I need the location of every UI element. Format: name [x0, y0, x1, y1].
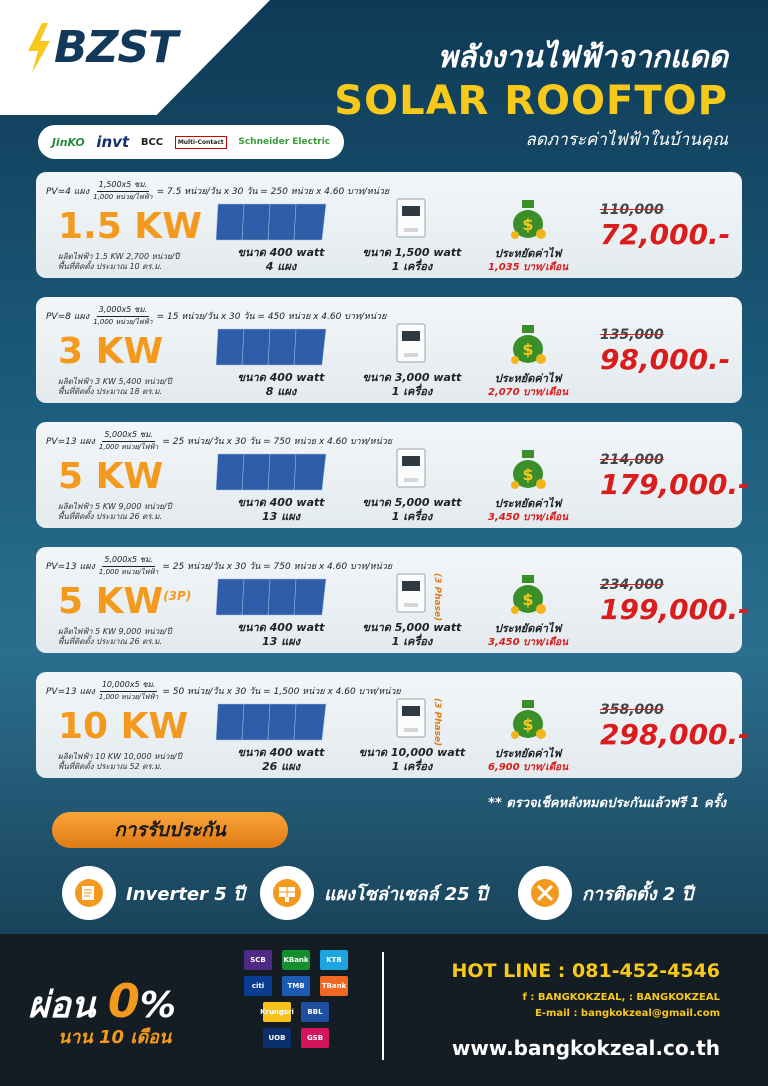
panel-size: ขนาด 400 watt — [237, 496, 325, 509]
savings-label: ประหยัดค่าไฟ — [494, 622, 562, 635]
phase-label: (3 Phase) — [432, 573, 442, 622]
package-card[interactable] — [36, 172, 742, 278]
bank-logo: SCB — [244, 950, 272, 970]
brand-partners-bar — [38, 125, 344, 159]
panel-size: ขนาด 400 watt — [237, 371, 325, 384]
money-bag-icon — [508, 569, 548, 615]
package-card[interactable] — [36, 297, 742, 403]
inverter-spec — [352, 246, 472, 274]
phase-label: (3 Phase) — [432, 698, 442, 747]
old-price: 110,000 — [600, 202, 664, 218]
hotline-number[interactable]: HOT LINE : 081-452-4546 — [451, 960, 720, 982]
brand-jinko: JinKO — [51, 135, 85, 149]
installment-duration: นาน 10 เดือน — [58, 1027, 172, 1048]
tools-icon — [518, 866, 572, 920]
pv-count: PV=13 แผง — [46, 436, 95, 447]
inverter-spec — [352, 746, 472, 774]
panel-size: ขนาด 400 watt — [237, 246, 325, 259]
package-kw — [58, 331, 163, 372]
pv-count: PV=13 แผง — [46, 686, 95, 697]
savings-amount: 2,070 บาท/เดือน — [487, 387, 569, 398]
bank-logo: TMB — [282, 976, 310, 996]
inverter-size: ขนาด 5,000 watt — [362, 621, 462, 634]
pv-count: PV=13 แผง — [46, 561, 95, 572]
inverter-size: ขนาด 5,000 watt — [362, 496, 462, 509]
money-bag-icon — [508, 194, 548, 240]
panel-spec — [226, 746, 336, 774]
package-kw — [58, 706, 188, 747]
inverter-spec — [352, 371, 472, 399]
panel-size: ขนาด 400 watt — [237, 621, 325, 634]
savings-amount: 1,035 บาท/เดือน — [487, 262, 569, 273]
brand-logo[interactable] — [26, 22, 177, 73]
inverter-count: 1 เครื่อง — [391, 260, 433, 273]
warranty-note: ** ตรวจเช็คหลังหมดประกันแล้วฟรี 1 ครั้ง — [488, 796, 726, 811]
svg-text:$: $ — [522, 715, 534, 734]
old-price: 135,000 — [600, 327, 664, 343]
sale-price: 199,000.- — [600, 593, 750, 626]
savings-label: ประหยัดค่าไฟ — [494, 497, 562, 510]
solar-panel-icon — [216, 450, 328, 494]
package-kw — [58, 206, 202, 247]
pv-count: PV=4 แผง — [46, 186, 90, 197]
hero-title-thai: พลังงานไฟฟ้าจากแดด — [437, 40, 728, 75]
inverter-spec — [352, 621, 472, 649]
warranty-title: การรับประกัน — [52, 812, 288, 848]
solar-panel-icon — [216, 200, 328, 244]
savings-label: ประหยัดค่าไฟ — [494, 247, 562, 260]
savings-amount: 3,450 บาท/เดือน — [487, 512, 569, 523]
brand-multi-contact: Multi-Contact — [175, 136, 227, 149]
sale-price: 298,000.- — [600, 718, 750, 751]
panel-size: ขนาด 400 watt — [237, 746, 325, 759]
bank-logo: BBL — [301, 1002, 329, 1022]
area-text: พื้นที่ติดตั้ง ประมาณ 26 ตร.ม. — [58, 637, 163, 646]
kw-value: 10 KW — [58, 706, 189, 747]
package-card[interactable] — [36, 422, 750, 528]
kw-value: 3 KW — [58, 331, 164, 372]
panel-spec — [226, 246, 336, 274]
brand-invt: invt — [96, 133, 130, 151]
production-text: ผลิตไฟฟ้า 1.5 KW 2,700 หน่วย/ปี — [58, 252, 180, 261]
savings-amount: 3,450 บาท/เดือน — [487, 637, 569, 648]
package-card[interactable] — [36, 672, 750, 778]
installment-percent: % — [139, 985, 176, 1026]
package-description — [58, 752, 182, 772]
panel-count: 26 แผง — [261, 760, 301, 773]
facebook-icon: f — [522, 992, 527, 1003]
fraction-denominator: 1,000 หน่วย/ไฟฟ้า — [98, 568, 159, 576]
solar-panel-icon — [260, 866, 314, 920]
kw-value: 5 KW — [58, 456, 164, 497]
fraction-denominator: 1,000 หน่วย/ไฟฟ้า — [98, 443, 159, 451]
inverter-size: ขนาด 1,500 watt — [362, 246, 462, 259]
savings-amount: 6,900 บาท/เดือน — [487, 762, 569, 773]
hero-title-english: SOLAR ROOFTOP — [334, 78, 728, 124]
svg-text:$: $ — [522, 215, 534, 234]
social-text: : BANGKOKZEAL, : BANGKOKZEAL — [530, 992, 720, 1003]
svg-text:$: $ — [522, 465, 534, 484]
package-kw — [58, 581, 191, 622]
solar-panel-icon — [216, 575, 328, 619]
inverter-spec — [352, 496, 472, 524]
panel-spec — [226, 621, 336, 649]
inverter-icon — [396, 323, 426, 363]
production-text: ผลิตไฟฟ้า 10 KW 10,000 หน่วย/ปี — [58, 752, 182, 761]
inverter-count: 1 เครื่อง — [391, 510, 433, 523]
inverter-count: 1 เครื่อง — [391, 385, 433, 398]
package-description — [58, 252, 179, 272]
email-link[interactable]: E-mail : bangkokzeal@gmail.com — [534, 1008, 720, 1019]
package-description — [58, 502, 172, 522]
document-icon — [62, 866, 116, 920]
inverter-icon — [396, 198, 426, 238]
website-link[interactable]: www.bangkokzeal.co.th — [451, 1036, 720, 1060]
svg-text:$: $ — [522, 590, 534, 609]
fraction-numerator: 5,000x5 ชม. — [102, 428, 155, 442]
logo-text: BZST — [54, 22, 178, 73]
money-bag-icon — [508, 319, 548, 365]
inverter-size: ขนาด 10,000 watt — [358, 746, 466, 759]
inverter-count: 1 เครื่อง — [391, 635, 433, 648]
old-price: 214,000 — [600, 452, 664, 468]
kw-value: 1.5 KW — [58, 206, 202, 247]
formula-fraction — [93, 178, 152, 203]
solar-panel-icon — [216, 700, 328, 744]
installment-zero: 0 — [107, 974, 140, 1028]
bank-logo: KBank — [282, 950, 310, 970]
hero-subtitle: ลดภาระค่าไฟฟ้าในบ้านคุณ — [525, 130, 728, 150]
savings-label: ประหยัดค่าไฟ — [494, 747, 562, 760]
area-text: พื้นที่ติดตั้ง ประมาณ 52 ตร.ม. — [58, 762, 163, 771]
money-bag-icon — [508, 444, 548, 490]
formula-fraction — [99, 428, 158, 453]
panel-count: 13 แผง — [261, 635, 301, 648]
formula-text: = 50 หน่วย/วัน x 30 วัน = 1,500 หน่วย x 4.60 บาท/หน่วย — [162, 686, 401, 697]
formula-text: = 25 หน่วย/วัน x 30 วัน = 750 หน่วย x 4.60 บาท/หน่วย — [162, 561, 393, 572]
bank-logo: KTB — [320, 950, 348, 970]
panel-count: 8 แผง — [265, 385, 297, 398]
warranty-item-text: การติดตั้ง 2 ปี — [582, 883, 694, 905]
fraction-denominator: 1,000 หน่วย/ไฟฟ้า — [93, 318, 153, 326]
production-text: ผลิตไฟฟ้า 5 KW 9,000 หน่วย/ปี — [58, 502, 172, 511]
package-description — [58, 377, 172, 397]
sale-price: 98,000.- — [600, 343, 731, 376]
warranty-item-solar-panel — [260, 866, 487, 920]
panel-count: 13 แผง — [261, 510, 301, 523]
fraction-numerator: 5,000x5 ชม. — [102, 553, 155, 567]
panel-spec — [226, 496, 336, 524]
footer — [0, 934, 768, 1086]
fraction-denominator: 1,000 หน่วย/ไฟฟ้า — [93, 193, 153, 201]
inverter-icon — [396, 698, 426, 738]
sale-price: 179,000.- — [600, 468, 750, 501]
bank-logo: UOB — [263, 1028, 291, 1048]
formula-fraction — [99, 678, 158, 703]
money-bag-icon — [508, 694, 548, 740]
old-price: 234,000 — [600, 577, 664, 593]
area-text: พื้นที่ติดตั้ง ประมาณ 18 ตร.ม. — [58, 387, 163, 396]
brand-bcc: BCC — [140, 136, 164, 148]
formula-text: = 7.5 หน่วย/วัน x 30 วัน = 250 หน่วย x 4.60 บาท/หน่วย — [156, 186, 390, 197]
fraction-denominator: 1,000 หน่วย/ไฟฟ้า — [98, 693, 159, 701]
inverter-count: 1 เครื่อง — [391, 760, 433, 773]
warranty-item-text: แผงโซล่าเซลล์ 25 ปี — [324, 883, 488, 905]
fraction-numerator: 3,000x5 ชม. — [97, 303, 150, 317]
brand-schneider: Schneider Electric — [238, 136, 331, 147]
warranty-item-text: Inverter 5 ปี — [126, 883, 245, 905]
formula-fraction — [99, 553, 158, 578]
inverter-size: ขนาด 3,000 watt — [362, 371, 462, 384]
production-text: ผลิตไฟฟ้า 5 KW 9,000 หน่วย/ปี — [58, 627, 172, 636]
package-kw — [58, 456, 163, 497]
bank-logo: Krungsri — [263, 1002, 291, 1022]
pv-count: PV=8 แผง — [46, 311, 90, 322]
formula-text: = 25 หน่วย/วัน x 30 วัน = 750 หน่วย x 4.60 บาท/หน่วย — [162, 436, 393, 447]
old-price: 358,000 — [600, 702, 664, 718]
area-text: พื้นที่ติดตั้ง ประมาณ 10 ตร.ม. — [58, 262, 163, 271]
warranty-item-installation — [518, 866, 693, 920]
warranty-item-inverter — [62, 866, 245, 920]
installment-prefix: ผ่อน — [28, 985, 96, 1026]
inverter-icon — [396, 448, 426, 488]
production-text: ผลิตไฟฟ้า 3 KW 5,400 หน่วย/ปี — [58, 377, 172, 386]
social-accounts[interactable] — [523, 992, 720, 1003]
formula-text: = 15 หน่วย/วัน x 30 วัน = 450 หน่วย x 4.60 บาท/หน่วย — [156, 311, 387, 322]
savings-label: ประหยัดค่าไฟ — [494, 372, 562, 385]
solar-panel-icon — [216, 325, 328, 369]
panel-spec — [226, 371, 336, 399]
package-card[interactable] — [36, 547, 750, 653]
kw-value: 5 KW — [58, 581, 164, 622]
lightning-bolt-icon — [26, 23, 52, 73]
fraction-numerator: 10,000x5 ชม. — [100, 678, 158, 692]
inverter-icon — [396, 573, 426, 613]
area-text: พื้นที่ติดตั้ง ประมาณ 26 ตร.ม. — [58, 512, 163, 521]
formula-fraction — [93, 303, 152, 328]
bank-logo: citi — [244, 976, 272, 996]
bank-logo: GSB — [301, 1028, 329, 1048]
sale-price: 72,000.- — [600, 218, 731, 251]
bank-logo: TBank — [320, 976, 348, 996]
footer-divider — [382, 952, 384, 1060]
panel-count: 4 แผง — [265, 260, 297, 273]
package-description — [58, 627, 172, 647]
fraction-numerator: 1,500x5 ชม. — [97, 178, 150, 192]
svg-text:$: $ — [522, 340, 534, 359]
kw-phase-tag: (3P) — [163, 589, 192, 603]
